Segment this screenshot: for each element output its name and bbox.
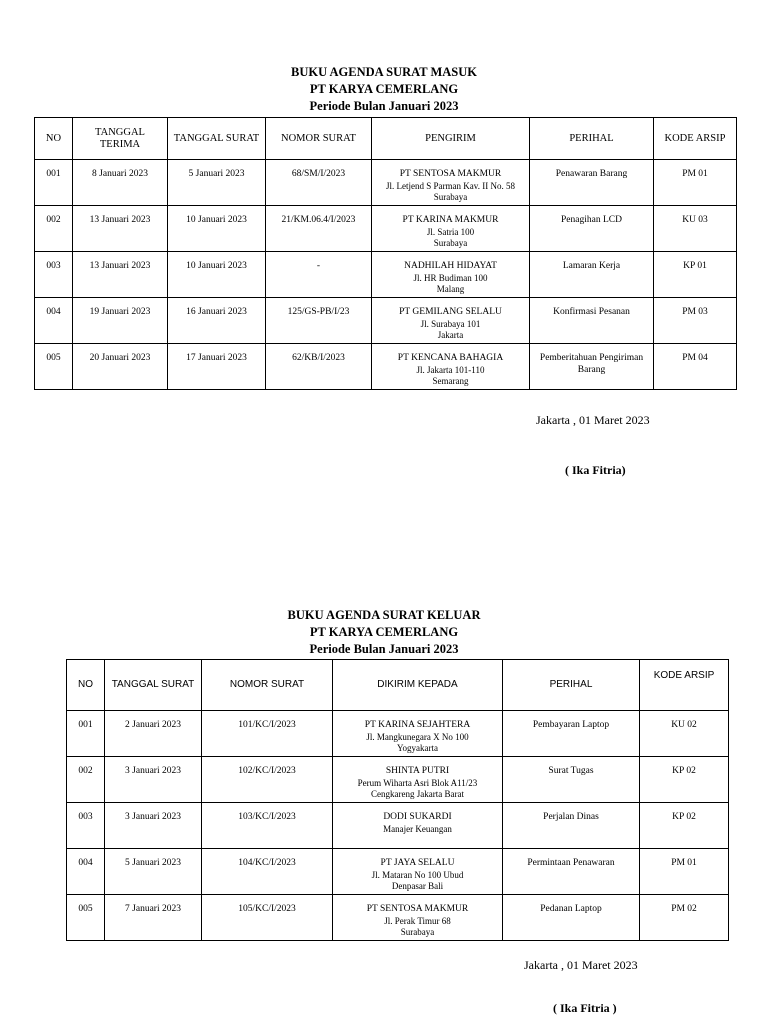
masuk-title: BUKU AGENDA SURAT MASUK	[290, 65, 478, 79]
pengirim-city: Surabaya	[433, 238, 468, 248]
masuk-header-tanggal-surat: TANGGAL SURAT	[168, 118, 266, 160]
masuk-header-nomor-surat: NOMOR SURAT	[266, 118, 372, 160]
keluar-header-kode-arsip: KODE ARSIP	[640, 660, 729, 711]
cell-nomor-surat: 62/KB/I/2023	[266, 344, 372, 390]
cell-kode-arsip: KP 02	[640, 757, 729, 803]
cell-tanggal-terima: 20 Januari 2023	[73, 344, 168, 390]
cell-tanggal-surat: 5 Januari 2023	[168, 160, 266, 206]
cell-kode-arsip: KU 02	[640, 711, 729, 757]
cell-tanggal-terima: 13 Januari 2023	[73, 206, 168, 252]
kepada-city: Cengkareng Jakarta Barat	[371, 789, 464, 799]
pengirim-name: PT SENTOSA MAKMUR	[399, 169, 502, 179]
cell-nomor-surat: 21/KM.06.4/I/2023	[266, 206, 372, 252]
cell-tanggal-surat: 17 Januari 2023	[168, 344, 266, 390]
table-row	[35, 344, 737, 390]
cell-tanggal-surat: 2 Januari 2023	[105, 711, 202, 757]
kepada-address: Jl. Perak Timur 68	[384, 915, 451, 926]
table-row	[35, 206, 737, 252]
masuk-header-no: NO	[35, 118, 73, 160]
cell-perihal: Permintaan Penawaran	[503, 849, 640, 895]
cell-pengirim	[372, 252, 530, 298]
cell-nomor-surat: 101/KC/I/2023	[202, 711, 333, 757]
kepada-position: Manajer Keuangan	[383, 823, 452, 834]
keluar-company: PT KARYA CEMERLANG	[309, 625, 459, 639]
cell-nomor-surat: 103/KC/I/2023	[202, 803, 333, 849]
cell-pengirim	[372, 160, 530, 206]
pengirim-address: Jl. Letjend S Parman Kav. II No. 58	[386, 180, 515, 191]
cell-tanggal-terima: 19 Januari 2023	[73, 298, 168, 344]
keluar-header-row	[67, 660, 729, 711]
cell-no: 002	[67, 757, 105, 803]
keluar-title: BUKU AGENDA SURAT KELUAR	[287, 608, 481, 622]
keluar-place-date: Jakarta , 01 Maret 2023	[524, 958, 638, 972]
masuk-period: Periode Bulan Januari 2023	[309, 99, 459, 113]
masuk-signatory: ( Ika Fitria)	[565, 463, 626, 477]
cell-perihal: Pembayaran Laptop	[503, 711, 640, 757]
kepada-city: Surabaya	[400, 927, 435, 937]
cell-no: 005	[67, 895, 105, 941]
masuk-header-pengirim: PENGIRIM	[372, 118, 530, 160]
cell-dikirim-kepada	[333, 757, 503, 803]
pengirim-city: Jakarta	[437, 330, 464, 340]
cell-nomor-surat: 125/GS-PB/I/23	[266, 298, 372, 344]
cell-nomor-surat: 68/SM/I/2023	[266, 160, 372, 206]
cell-nomor-surat: 104/KC/I/2023	[202, 849, 333, 895]
cell-no: 002	[35, 206, 73, 252]
cell-tanggal-surat: 7 Januari 2023	[105, 895, 202, 941]
cell-tanggal-surat: 10 Januari 2023	[168, 206, 266, 252]
cell-pengirim	[372, 206, 530, 252]
table-row	[35, 160, 737, 206]
cell-tanggal-terima: 13 Januari 2023	[73, 252, 168, 298]
cell-dikirim-kepada	[333, 711, 503, 757]
masuk-header-row	[35, 118, 737, 160]
cell-dikirim-kepada	[333, 849, 503, 895]
cell-kode-arsip: PM 04	[654, 344, 737, 390]
kepada-name: SHINTA PUTRI	[385, 766, 450, 776]
cell-kode-arsip: PM 02	[640, 895, 729, 941]
cell-tanggal-surat: 16 Januari 2023	[168, 298, 266, 344]
cell-no: 003	[67, 803, 105, 849]
pengirim-city: Semarang	[432, 376, 469, 386]
cell-tanggal-surat: 3 Januari 2023	[105, 757, 202, 803]
keluar-period: Periode Bulan Januari 2023	[309, 642, 459, 656]
pengirim-address: Jl. HR Budiman 100	[413, 272, 488, 283]
cell-dikirim-kepada	[333, 803, 503, 849]
pengirim-name: NADHILAH HIDAYAT	[404, 261, 497, 271]
keluar-table	[66, 659, 729, 941]
cell-dikirim-kepada	[333, 895, 503, 941]
cell-perihal: Penawaran Barang	[530, 160, 654, 206]
table-row	[35, 252, 737, 298]
cell-perihal: Penagihan LCD	[530, 206, 654, 252]
cell-pengirim	[372, 298, 530, 344]
table-row	[67, 803, 729, 849]
pengirim-city: Surabaya	[433, 192, 468, 202]
kepada-city: Denpasar Bali	[391, 881, 444, 891]
table-row	[67, 895, 729, 941]
pengirim-name: PT KENCANA BAHAGIA	[397, 353, 504, 363]
keluar-header-nomor-surat: NOMOR SURAT	[202, 660, 333, 711]
cell-perihal: Konfirmasi Pesanan	[530, 298, 654, 344]
cell-kode-arsip: PM 03	[654, 298, 737, 344]
cell-kode-arsip: PM 01	[654, 160, 737, 206]
cell-no: 004	[35, 298, 73, 344]
cell-perihal: Surat Tugas	[503, 757, 640, 803]
masuk-table	[34, 117, 737, 390]
cell-no: 005	[35, 344, 73, 390]
masuk-place-date: Jakarta , 01 Maret 2023	[536, 413, 650, 427]
kepada-name: PT JAYA SELALU	[380, 858, 455, 868]
cell-tanggal-surat: 5 Januari 2023	[105, 849, 202, 895]
table-row	[35, 298, 737, 344]
keluar-signatory: ( Ika Fitria )	[553, 1001, 617, 1015]
pengirim-city: Malang	[436, 284, 465, 294]
keluar-header-perihal: PERIHAL	[503, 660, 640, 711]
kepada-name: DODI SUKARDI	[383, 812, 452, 822]
cell-perihal: Lamaran Kerja	[530, 252, 654, 298]
cell-kode-arsip: KU 03	[654, 206, 737, 252]
table-row	[67, 849, 729, 895]
table-row	[67, 711, 729, 757]
cell-no: 004	[67, 849, 105, 895]
kepada-address: Jl. Mataran No 100 Ubud	[371, 869, 464, 880]
keluar-header-tanggal-surat: TANGGAL SURAT	[105, 660, 202, 711]
cell-nomor-surat: 102/KC/I/2023	[202, 757, 333, 803]
masuk-header-kode-arsip: KODE ARSIP	[654, 118, 737, 160]
masuk-header-tanggal-terima: TANGGAL TERIMA	[73, 118, 168, 160]
kepada-name: PT KARINA SEJAHTERA	[364, 720, 471, 730]
cell-kode-arsip: PM 01	[640, 849, 729, 895]
cell-perihal: Pemberitahuan Pengiriman Barang	[530, 344, 654, 390]
masuk-company: PT KARYA CEMERLANG	[309, 82, 459, 96]
cell-perihal: Perjalan Dinas	[503, 803, 640, 849]
pengirim-name: PT KARINA MAKMUR	[402, 215, 499, 225]
table-row	[67, 757, 729, 803]
kepada-address: Jl. Mangkunegara X No 100	[366, 731, 469, 742]
cell-nomor-surat: -	[266, 252, 372, 298]
cell-pengirim	[372, 344, 530, 390]
cell-perihal: Pedanan Laptop	[503, 895, 640, 941]
keluar-header-no: NO	[67, 660, 105, 711]
kepada-address: Perum Wiharta Asri Blok A11/23	[357, 777, 478, 788]
pengirim-name: PT GEMILANG SELALU	[399, 307, 502, 317]
keluar-header-dikirim-kepada: DIKIRIM KEPADA	[333, 660, 503, 711]
kepada-name: PT SENTOSA MAKMUR	[366, 904, 469, 914]
cell-nomor-surat: 105/KC/I/2023	[202, 895, 333, 941]
cell-no: 003	[35, 252, 73, 298]
cell-kode-arsip: KP 01	[654, 252, 737, 298]
cell-kode-arsip: KP 02	[640, 803, 729, 849]
cell-no: 001	[67, 711, 105, 757]
cell-tanggal-terima: 8 Januari 2023	[73, 160, 168, 206]
pengirim-address: Jl. Satria 100	[426, 226, 475, 237]
cell-tanggal-surat: 3 Januari 2023	[105, 803, 202, 849]
cell-no: 001	[35, 160, 73, 206]
pengirim-address: Jl. Surabaya 101	[420, 318, 481, 329]
masuk-header-perihal: PERIHAL	[530, 118, 654, 160]
cell-tanggal-surat: 10 Januari 2023	[168, 252, 266, 298]
kepada-city: Yogyakarta	[396, 743, 439, 753]
pengirim-address: Jl. Jakarta 101-110	[416, 364, 485, 375]
